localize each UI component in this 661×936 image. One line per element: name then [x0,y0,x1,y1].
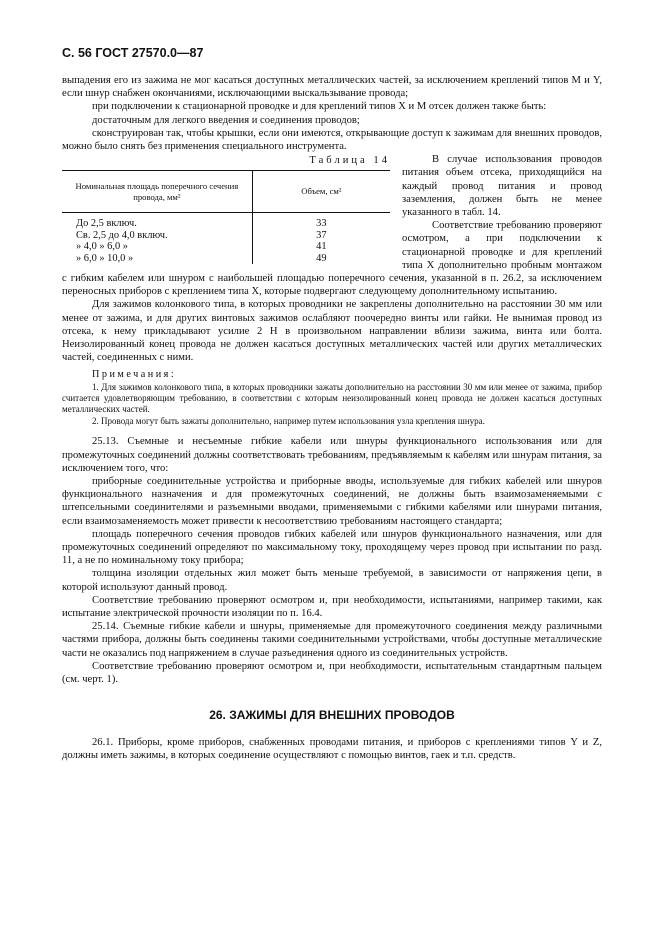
section-title: 26. ЗАЖИМЫ ДЛЯ ВНЕШНИХ ПРОВОДОВ [209,708,455,723]
table-header-volume: Объем, см² [252,171,390,213]
paragraph: Соответствие требованию проверяют осмотром, а при подключении к стационарной проводке и для креплений типа X дополнительно пробным монтажом с гибким кабелем или шнуром с наибольшей площадью поперечного сечения, указанной в п. 26.2, за исключением переносных приборов с креплением типа X, которые подвергают следующему дополнительному испытанию. [62,220,602,298]
paragraph: Соответствие требованию проверяют осмотром и, при необходимости, испытаниями, например такими, как испытание электрической прочности изоляции по п. 16.4. [62,594,602,619]
table-cell-range: » 6,0 » 10,0 » [62,253,252,265]
table-cell-volume: 37 [316,229,327,241]
paragraph: В случае использования проводов питания объем отсека, приходящийся на каждый провод питания и провод заземления, должен быть не менее указанного в табл. 14. [402,154,602,219]
document-page [62,46,602,763]
paragraph: сконструирован так, чтобы крышки, если они имеются, открывающие доступ к зажимам для внешних проводов, можно было снять без применения специального инструмента. [62,127,602,153]
table-row [62,230,390,242]
table-cell-volume: 41 [316,241,327,253]
paragraph: приборные соединительные устройства и приборные вводы, используемые для гибких кабелей или шнуров функционального назначения и для промежуточных соединений, не должны быть взаимозаменяемыми с штепсельными соединителями и разъемными вводами, применяемыми с гибкими кабелями или шнурами питания, если взаимозаменяемость может привести к несоответствию требованиям настоящего стандарта; [62,475,602,527]
note-item: 2. Провода могут быть зажаты дополнительно, например путем использования узла крепления шнура. [92,415,485,426]
table-cell-volume: 49 [316,252,327,264]
table-cell-range: До 2,5 включ. [62,213,252,230]
table-row [62,253,390,265]
table-cell-volume: 33 [316,218,327,230]
table-cell-range: » 4,0 » 6,0 » [62,241,252,253]
paragraph: 25.13. Съемные и несъемные гибкие кабели или шнуры функционального использования или для промежуточных соединений должны соответствовать требованиям, предъявляемым к кабелям или шнурам питания, за исключением того, что: [62,436,602,474]
paragraph: при подключении к стационарной проводке и для креплений типов X и М отсек должен также быть: [92,101,547,113]
table-row [62,241,390,253]
paragraph: площадь поперечного сечения проводов гибких кабелей или шнуров функционального назначения, или для промежуточных соединений определяют по максимальному току, проходящему через провод при испытании по разд. 11, а не по номинальному току прибора; [62,528,602,567]
page-header: С. 56 ГОСТ 27570.0—87 [62,46,204,60]
table-row [62,213,390,230]
paragraph: выпадения его из зажима не мог касаться доступных металлических частей, за исключением креплений типов М и Y, если шнур снабжен окончаниями, исключающими выскальзывание провода; [62,75,602,100]
paragraph: Для зажимов колонкового типа, в которых проводники не закреплены дополнительно на расстоянии 30 мм или менее от зажима, и для других винтовых зажимов ослабляют поочередно винты или гайки. Не вынимая провод из отсека, к нему прикладывают усилие 2 Н в произвольном направлении вблизи зажима, винта или болта. Неизолированный конец провода не должен касаться доступных металлических частей или других металлических частей, соединенных с ними. [62,299,602,364]
volume-table [62,170,390,264]
table-14 [62,155,390,264]
table-caption: Таблица 14 [309,155,390,167]
paragraph: Соответствие требованию проверяют осмотром и, при необходимости, испытательным стандартным пальцем (см. черт. 1). [62,660,602,685]
paragraph: толщина изоляции отдельных жил может быть меньше требуемой, в зависимости от напряжения цепи, в которой используют данный провод. [62,568,602,593]
table-cell-range: Св. 2,5 до 4,0 включ. [62,230,252,242]
notes-title: Примечания: [92,369,177,381]
paragraph: достаточным для легкого введения и соединения проводов; [92,114,360,126]
note-item: 1. Для зажимов колонкового типа, в которых проводники зажаты дополнительно на расстоянии 30 мм или менее от зажима, прибор считается удовлетворяющим требованию, в соответствии с которым неизолированный конец провода не должен касаться доступных металлических частей. [62,381,602,415]
paragraph: 25.14. Съемные гибкие кабели и шнуры, применяемые для промежуточного соединения между различными частями прибора, должны быть соединены такими соединительными устройствами, чтобы доступные металлические части не оказались под напряжением в случае разъединения одного из соединительных устройств. [62,621,602,659]
table-header-area: Номинальная площадь поперечного сечения провода, мм² [62,171,252,213]
paragraph: 26.1. Приборы, кроме приборов, снабженных проводами питания, и приборов с креплениями типов Y и Z, должны иметь зажимы, в которых соединение осуществляют с помощью винтов, гаек и т.п. средств. [62,737,602,762]
